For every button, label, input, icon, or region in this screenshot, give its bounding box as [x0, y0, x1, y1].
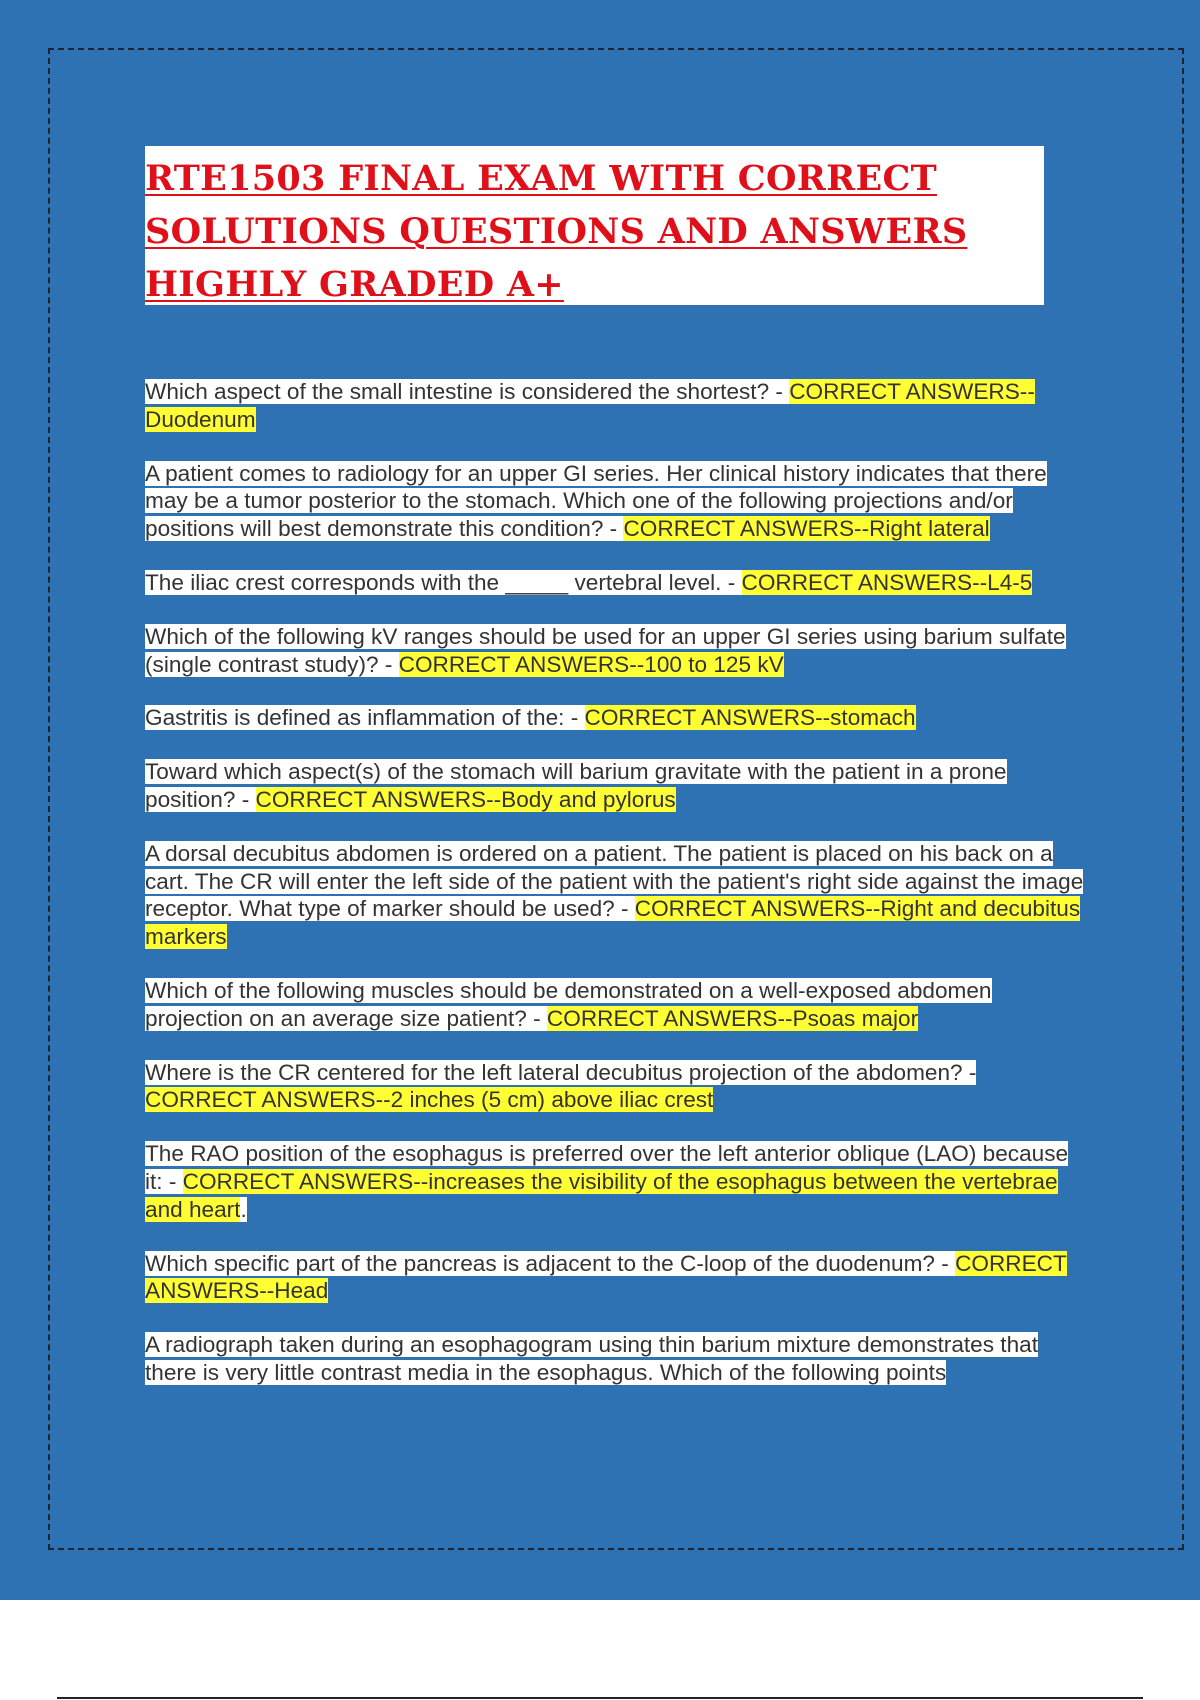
qa-item — [145, 1059, 1090, 1115]
question-text: Gastritis is defined as inflammation of the: - — [145, 705, 585, 731]
title-box — [145, 146, 1044, 305]
question-text: A radiograph taken during an esophagogram using thin barium mixture demonstrates that there is very little contrast media in the esophagus. Which of the following points — [145, 1332, 1038, 1385]
qa-item — [145, 623, 1090, 679]
document-title: RTE1503 FINAL EXAM WITH CORRECT SOLUTIONS QUESTIONS AND ANSWERS HIGHLY GRADED A+ — [145, 158, 968, 305]
question-text: Which of the following kV ranges should be used for an upper GI series using barium sulfate (single contrast study)? - — [145, 623, 1066, 677]
answer-text: CORRECT ANSWERS--L4-5 — [741, 569, 1033, 595]
qa-item — [145, 460, 1090, 543]
question-text: Which aspect of the small intestine is considered the shortest? - — [145, 379, 790, 404]
answer-trailing-punctuation: . — [240, 1196, 247, 1222]
qa-item — [145, 1331, 1090, 1387]
answer-text: CORRECT ANSWERS--Right lateral — [623, 516, 990, 542]
question-text: Which specific part of the pancreas is adjacent to the C-loop of the duodenum? - — [145, 1250, 956, 1276]
answer-text: CORRECT ANSWERS--stomach — [584, 705, 916, 731]
qa-item — [145, 977, 1090, 1033]
question-text: Toward which aspect(s) of the stomach will barium gravitate with the patient in a prone position? - — [145, 759, 1007, 812]
qa-list — [145, 378, 1090, 1413]
answer-text: CORRECT ANSWERS--Head — [145, 1250, 1067, 1304]
question-text: A patient comes to radiology for an upper GI series. Her clinical history indicates that there may be a tumor posterior to the stomach. Which one of the following projections and/or positions will best demonstrate this condition? - — [145, 460, 1047, 542]
answer-text: CORRECT ANSWERS--increases the visibility of the esophagus between the vertebrae and heart — [145, 1168, 1058, 1222]
answer-text: CORRECT ANSWERS--2 inches (5 cm) above iliac crest — [145, 1087, 714, 1113]
question-text: A dorsal decubitus abdomen is ordered on a patient. The patient is placed on his back on a cart. The CR will enter the left side of the patient with the patient's right side against the image receptor. What type of marker should be used? - — [145, 840, 1084, 922]
footer-rule — [57, 1697, 1143, 1699]
answer-text: CORRECT ANSWERS--Psoas major — [546, 1005, 919, 1031]
question-text: Which of the following muscles should be demonstrated on a well-exposed abdomen projection on an average size patient? - — [145, 977, 992, 1031]
qa-item — [145, 1250, 1090, 1306]
answer-text: CORRECT ANSWERS--Body and pylorus — [255, 786, 676, 812]
question-text: The RAO position of the esophagus is preferred over the left anterior oblique (LAO) because it: - — [145, 1141, 1069, 1194]
qa-item — [145, 840, 1090, 951]
qa-item — [145, 704, 1090, 732]
qa-item — [145, 569, 1090, 597]
question-text: The iliac crest corresponds with the _____ vertebral level. - — [145, 569, 742, 595]
answer-text: CORRECT ANSWERS--Right and decubitus markers — [145, 896, 1081, 950]
qa-item — [145, 758, 1090, 814]
answer-text: CORRECT ANSWERS--100 to 125 kV — [398, 651, 784, 677]
qa-item — [145, 1140, 1090, 1223]
qa-item — [145, 378, 1090, 434]
question-text: Where is the CR centered for the left lateral decubitus projection of the abdomen? - — [145, 1059, 977, 1085]
answer-text: CORRECT ANSWERS--Duodenum — [145, 379, 1035, 432]
